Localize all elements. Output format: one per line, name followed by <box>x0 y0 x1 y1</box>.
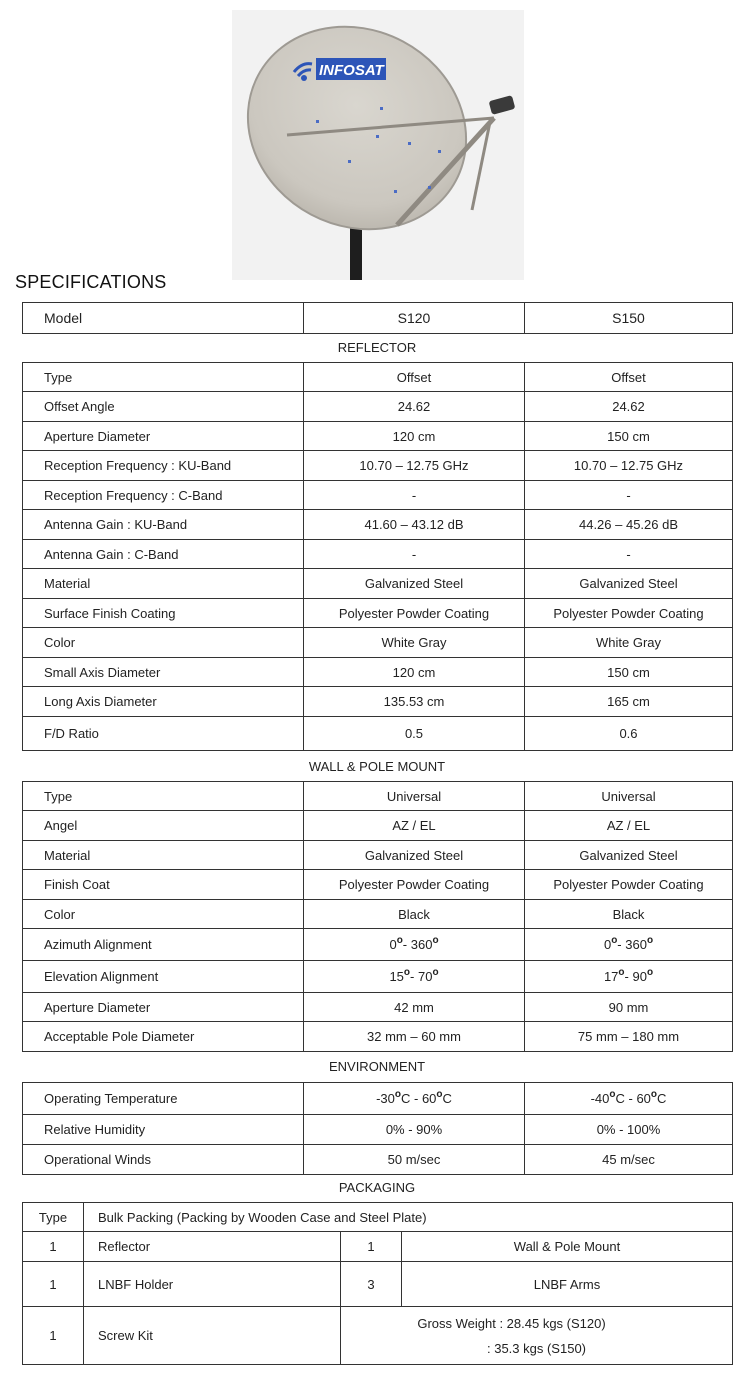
spec-value-s120: - <box>304 540 525 569</box>
spec-value-part: - 70 <box>410 969 433 984</box>
spec-value-s120: Galvanized Steel <box>304 569 525 599</box>
spec-label: Relative Humidity <box>23 1115 304 1145</box>
spec-value-s120: White Gray <box>304 628 525 658</box>
spec-row-operational-winds <box>23 1145 733 1175</box>
spec-value-part: 15 <box>389 969 404 984</box>
packaging-description: Bulk Packing (Packing by Wooden Case and Steel Plate) <box>84 1203 733 1232</box>
packaging-qty: 1 <box>23 1232 84 1262</box>
spec-row-color <box>23 900 733 929</box>
spec-row-relative-humidity <box>23 1115 733 1145</box>
spec-label: Operational Winds <box>23 1145 304 1175</box>
degree-symbol: o <box>609 1089 616 1100</box>
spec-value-part: 0 <box>389 937 397 952</box>
spec-label: Color <box>23 628 304 658</box>
spec-value-part: - 90 <box>624 969 647 984</box>
spec-row-angel <box>23 811 733 841</box>
spec-row-small-axis-diameter <box>23 658 733 687</box>
spec-value-s120: 135.53 cm <box>304 687 525 717</box>
degree-symbol: o <box>432 967 439 978</box>
spec-label: Offset Angle <box>23 392 304 422</box>
spec-label: Azimuth Alignment <box>23 929 304 961</box>
spec-value-s150: 10.70 – 12.75 GHz <box>525 451 733 481</box>
spec-row-finish-coat <box>23 870 733 900</box>
spec-label: Long Axis Diameter <box>23 687 304 717</box>
model-s120: S120 <box>304 303 525 334</box>
spec-value-s120: 24.62 <box>304 392 525 422</box>
spec-value-s150: 150 cm <box>525 658 733 687</box>
svg-text:INFOSAT: INFOSAT <box>319 62 384 79</box>
spec-label: Elevation Alignment <box>23 961 304 993</box>
packaging-row <box>23 1307 733 1365</box>
spec-row-type <box>23 782 733 811</box>
spec-value-s120: 10.70 – 12.75 GHz <box>304 451 525 481</box>
spec-value-s150: White Gray <box>525 628 733 658</box>
spec-label: Finish Coat <box>23 870 304 900</box>
degree-symbol: o <box>646 935 654 946</box>
model-header-table <box>22 302 733 334</box>
spec-value-s150: 90 mm <box>525 993 733 1022</box>
degree-symbol: o <box>436 1089 443 1100</box>
spec-value-s120: AZ / EL <box>304 811 525 841</box>
spec-row-color <box>23 628 733 658</box>
spec-value-s120: 0% - 90% <box>304 1115 525 1145</box>
degree-symbol: o <box>650 1089 658 1100</box>
spec-value-part: C - 60 <box>401 1091 437 1106</box>
packaging-qty: 1 <box>23 1307 84 1365</box>
product-image-satellite-dish <box>232 10 524 280</box>
spec-value-s120: Polyester Powder Coating <box>304 599 525 628</box>
spec-value-s120: Black <box>304 900 525 929</box>
spec-value-s120: Polyester Powder Coating <box>304 870 525 900</box>
spec-value-s120: Galvanized Steel <box>304 841 525 870</box>
spec-row-f-d-ratio <box>23 717 733 751</box>
spec-value-part: 0 <box>603 937 612 952</box>
spec-value-s150: 44.26 – 45.26 dB <box>525 510 733 540</box>
spec-value-s120 <box>304 929 525 961</box>
spec-value-part: C - 60 <box>615 1091 651 1106</box>
spec-row-material <box>23 569 733 599</box>
packaging-head-row <box>23 1203 733 1232</box>
spec-value-s150: Black <box>525 900 733 929</box>
spec-value-s150: 165 cm <box>525 687 733 717</box>
section-title-mount: WALL & POLE MOUNT <box>308 759 446 774</box>
spec-value-s150 <box>525 929 733 961</box>
spec-value-part: -30 <box>376 1091 395 1106</box>
packaging-item: Screw Kit <box>84 1307 341 1365</box>
spec-value-part: - 360 <box>402 937 433 952</box>
spec-label: Aperture Diameter <box>23 993 304 1022</box>
spec-label: Material <box>23 841 304 870</box>
packaging-row <box>23 1262 733 1307</box>
spec-value-s150: Galvanized Steel <box>525 841 733 870</box>
spec-value-part: -40 <box>590 1091 610 1106</box>
section-title-reflector: REFLECTOR <box>337 340 417 355</box>
spec-row-reception-frequency-c-band <box>23 481 733 510</box>
spec-row-antenna-gain-c-band <box>23 540 733 569</box>
spec-label: Reception Frequency : KU-Band <box>23 451 304 481</box>
spec-value-s150: 45 m/sec <box>525 1145 733 1175</box>
spec-value-s150 <box>525 1083 733 1115</box>
spec-value-s120: 120 cm <box>304 658 525 687</box>
packaging-item: LNBF Arms <box>402 1262 733 1307</box>
degree-symbol: o <box>618 967 625 978</box>
spec-row-type <box>23 363 733 392</box>
spec-value-s150: Offset <box>525 363 733 392</box>
spec-row-acceptable-pole-diameter <box>23 1022 733 1052</box>
spec-row-aperture-diameter <box>23 993 733 1022</box>
model-header-row <box>23 303 733 334</box>
spec-row-reception-frequency-ku-band <box>23 451 733 481</box>
spec-value-s120: Offset <box>304 363 525 392</box>
spec-row-surface-finish-coating <box>23 599 733 628</box>
degree-symbol: o <box>403 967 411 978</box>
satellite-dish-illustration <box>232 10 524 280</box>
spec-value-s150: 150 cm <box>525 422 733 451</box>
mount-table <box>22 781 733 1052</box>
model-s150: S150 <box>525 303 733 334</box>
spec-value-s120: 41.60 – 43.12 dB <box>304 510 525 540</box>
spec-value-s150: Galvanized Steel <box>525 569 733 599</box>
section-title-environment: ENVIRONMENT <box>328 1059 426 1074</box>
spec-value-s120: - <box>304 481 525 510</box>
spec-row-aperture-diameter <box>23 422 733 451</box>
degree-symbol: o <box>432 935 439 946</box>
spec-value-s150: 24.62 <box>525 392 733 422</box>
spec-row-antenna-gain-ku-band <box>23 510 733 540</box>
spec-label: Acceptable Pole Diameter <box>23 1022 304 1052</box>
spec-value-s150: 0.6 <box>525 717 733 751</box>
spec-value-part: C <box>657 1091 667 1106</box>
spec-value-s150: Polyester Powder Coating <box>525 870 733 900</box>
spec-value-part: 17 <box>603 969 619 984</box>
spec-value-s150: Polyester Powder Coating <box>525 599 733 628</box>
spec-label: Reception Frequency : C-Band <box>23 481 304 510</box>
spec-label: Antenna Gain : KU-Band <box>23 510 304 540</box>
environment-table <box>22 1082 733 1175</box>
spec-label: Type <box>23 782 304 811</box>
spec-value-s120: 0.5 <box>304 717 525 751</box>
spec-value-s120: Universal <box>304 782 525 811</box>
packaging-item: Reflector <box>84 1232 341 1262</box>
spec-label: Type <box>23 363 304 392</box>
packaging-qty: 3 <box>341 1262 402 1307</box>
spec-label: Color <box>23 900 304 929</box>
spec-label: Surface Finish Coating <box>23 599 304 628</box>
spec-value-part: C <box>442 1091 452 1106</box>
packaging-qty: 1 <box>341 1232 402 1262</box>
spec-value-s120 <box>304 961 525 993</box>
packaging-row <box>23 1232 733 1262</box>
spec-row-long-axis-diameter <box>23 687 733 717</box>
spec-value-s150: AZ / EL <box>525 811 733 841</box>
degree-symbol: o <box>394 1089 401 1100</box>
degree-symbol: o <box>396 935 403 946</box>
packaging-item: Wall & Pole Mount <box>402 1232 733 1262</box>
spec-label: Angel <box>23 811 304 841</box>
spec-value-s120: 120 cm <box>304 422 525 451</box>
spec-value-s150 <box>525 961 733 993</box>
packaging-type-label: Type <box>23 1203 84 1232</box>
spec-value-s120: 32 mm – 60 mm <box>304 1022 525 1052</box>
reflector-table <box>22 362 733 751</box>
spec-row-operating-temperature <box>23 1083 733 1115</box>
spec-row-elevation-alignment <box>23 961 733 993</box>
model-column-label: Model <box>23 303 304 334</box>
spec-row-azimuth-alignment <box>23 929 733 961</box>
degree-symbol: o <box>646 967 654 978</box>
spec-label: Small Axis Diameter <box>23 658 304 687</box>
spec-label: Antenna Gain : C-Band <box>23 540 304 569</box>
section-title-packaging: PACKAGING <box>338 1180 416 1195</box>
gross-weight-s120: Gross Weight : 28.45 kgs (S120) <box>417 1315 606 1331</box>
spec-label: F/D Ratio <box>23 717 304 751</box>
packaging-qty: 1 <box>23 1262 84 1307</box>
spec-row-material <box>23 841 733 870</box>
spec-value-s150: 75 mm – 180 mm <box>525 1022 733 1052</box>
gross-weight-s150: : 35.3 kgs (S150) <box>487 1340 586 1356</box>
spec-value-s120: 42 mm <box>304 993 525 1022</box>
packaging-item: LNBF Holder <box>84 1262 341 1307</box>
page-title: SPECIFICATIONS <box>15 272 167 292</box>
spec-value-s150: 0% - 100% <box>525 1115 733 1145</box>
spec-value-s120 <box>304 1083 525 1115</box>
spec-label: Operating Temperature <box>23 1083 304 1115</box>
spec-value-part: - 360 <box>617 937 647 952</box>
spec-label: Material <box>23 569 304 599</box>
spec-value-s120: 50 m/sec <box>304 1145 525 1175</box>
spec-value-s150: Universal <box>525 782 733 811</box>
degree-symbol: o <box>611 935 618 946</box>
packaging-table <box>22 1202 733 1365</box>
spec-row-offset-angle <box>23 392 733 422</box>
gross-weight-cell <box>341 1307 733 1365</box>
spec-value-s150: - <box>525 540 733 569</box>
spec-value-s150: - <box>525 481 733 510</box>
spec-label: Aperture Diameter <box>23 422 304 451</box>
